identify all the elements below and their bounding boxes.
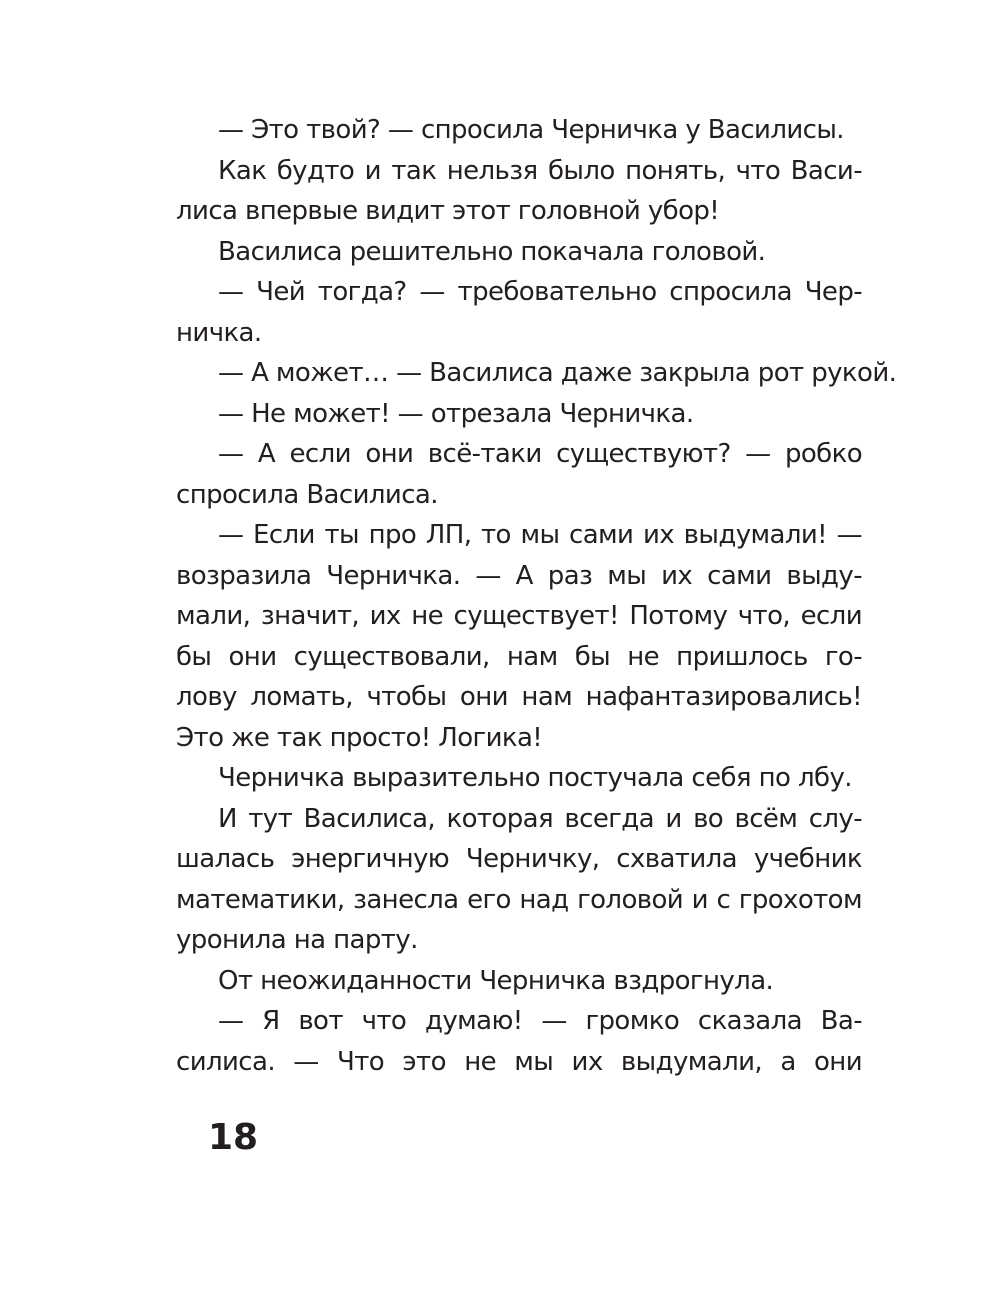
- text-line: — Не может! — отрезала Черничка.: [218, 398, 694, 429]
- text-line: лиса впервые видит этот головной убор!: [176, 196, 720, 226]
- text-line: Это же так просто! Логика!: [176, 722, 543, 753]
- text-line: Василиса решительно покачала головой.: [218, 236, 766, 267]
- text-line: — Чей тогда? — требовательно спросила Чер-: [218, 277, 862, 307]
- text-line: — А может… — Василиса даже закрыла рот рукой.: [218, 358, 897, 388]
- text-line: мали, значит, их не существует! Потому что, если: [176, 601, 862, 631]
- text-line: И тут Василиса, которая всегда и во всём слу-: [218, 803, 862, 834]
- text-line: От неожиданности Черничка вздрогнула.: [218, 965, 774, 996]
- page-text: [176, 110, 897, 1082]
- text-line: шалась энергичную Черничку, схватила учебник: [176, 844, 862, 874]
- text-line: — А если они всё-таки существуют? — робко: [218, 439, 862, 469]
- text-line: Как будто и так нельзя было понять, что Васи-: [218, 155, 862, 186]
- text-line: бы они существовали, нам бы не пришлось го-: [176, 641, 862, 672]
- page-number: 18: [208, 1117, 259, 1158]
- text-line: уронила на парту.: [176, 925, 418, 955]
- text-line: — Если ты про ЛП, то мы сами их выдумали! —: [218, 520, 862, 550]
- text-line: — Это твой? — спросила Черничка у Василисы.: [218, 115, 844, 145]
- text-line: силиса. — Что это не мы их выдумали, а они: [176, 1046, 862, 1077]
- text-line: возразила Черничка. — А раз мы их сами выду-: [176, 560, 862, 591]
- text-line: Черничка выразительно постучала себя по лбу.: [218, 763, 852, 793]
- text-line: ничка.: [176, 317, 262, 348]
- text-line: лову ломать, чтобы они нам нафантазировались!: [176, 682, 862, 712]
- text-line: математики, занесла его над головой и с грохотом: [176, 884, 862, 915]
- text-line: спросила Василиса.: [176, 479, 438, 510]
- text-line: — Я вот что думаю! — громко сказала Ва-: [218, 1006, 862, 1036]
